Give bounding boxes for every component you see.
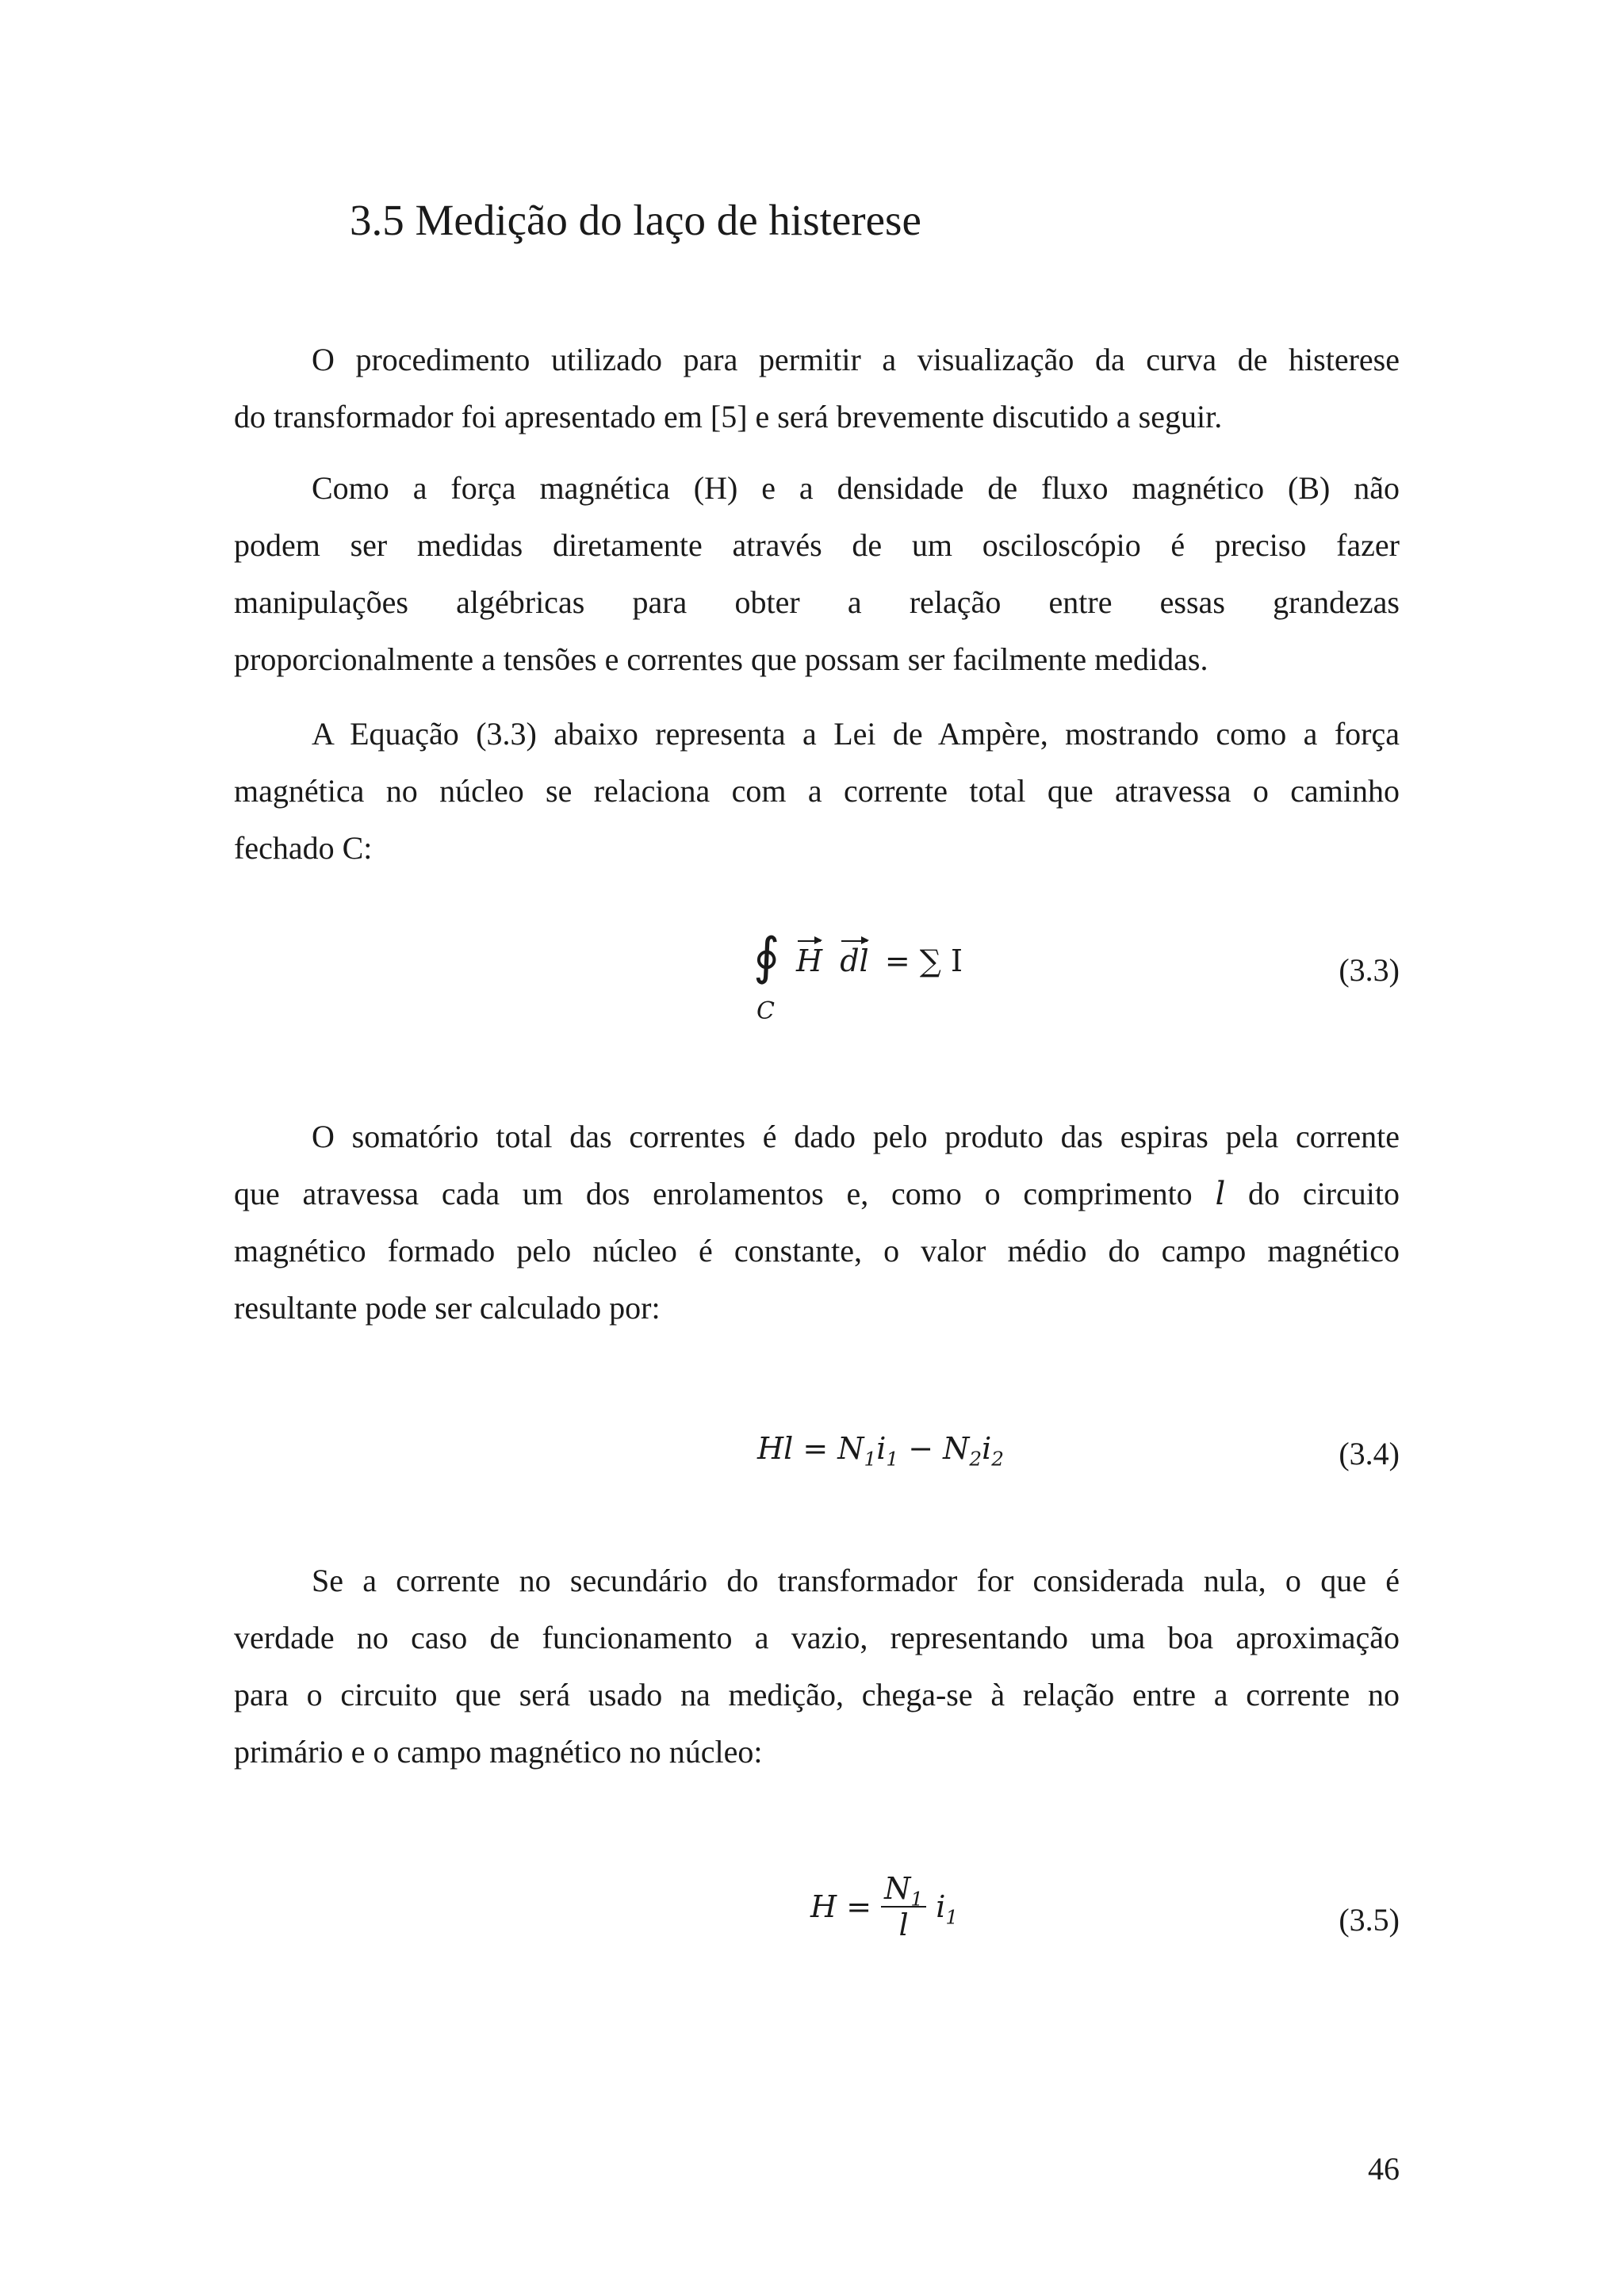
eq-lhs: Hl = <box>757 1431 838 1466</box>
text-line: O procedimento utilizado para permitir a visualização da curva de histerese <box>312 342 1400 377</box>
equation-number: (3.5) <box>1339 1902 1400 1938</box>
vector-dl: dl <box>840 943 869 978</box>
paragraph-1 <box>234 331 1400 446</box>
symbol-i: i <box>876 1431 887 1466</box>
fraction <box>881 1871 926 1942</box>
page-number: 46 <box>1368 2151 1400 2187</box>
contour-label: C <box>756 997 775 1025</box>
text-line: proporcionalmente a tensões e correntes que possam ser facilmente medidas. <box>234 641 1208 677</box>
text-line: magnético formado pelo núcleo é constante, o valor médio do campo magnético <box>234 1233 1400 1269</box>
text-line: O somatório total das correntes é dado pelo produto das espiras pela corrente <box>312 1119 1400 1154</box>
text-line: verdade no caso de funcionamento a vazio, representando uma boa aproximação <box>234 1620 1400 1655</box>
section-heading: 3.5 Medição do laço de histerese <box>350 196 921 244</box>
equation-3-4 <box>757 1431 1004 1471</box>
subscript: 1 <box>886 1447 899 1471</box>
equation-number: (3.3) <box>1339 952 1400 988</box>
minus-sign: − <box>898 1431 944 1466</box>
text-line <box>234 1165 1400 1223</box>
text-line: resultante pode ser calculado por: <box>234 1290 661 1326</box>
subscript: 1 <box>864 1447 877 1471</box>
text-line: Como a força magnética (H) e a densidade de fluxo magnético (B) não <box>312 470 1400 506</box>
symbol-i: $i_1$ <box>936 1889 959 1929</box>
symbol-n: N <box>837 1431 864 1466</box>
text-line: magnética no núcleo se relaciona com a corrente total que atravessa o caminho <box>234 773 1400 809</box>
symbol-n: N <box>884 1871 911 1906</box>
symbol-n: N <box>943 1431 970 1466</box>
equation-number: (3.4) <box>1339 1436 1400 1471</box>
equation-3-5 <box>810 1871 958 1942</box>
subscript: 1 <box>910 1887 924 1911</box>
text-line: fechado C: <box>234 830 373 866</box>
paragraph-2 <box>234 460 1400 688</box>
inline-symbol-l: l <box>1215 1176 1226 1212</box>
text-line: para o circuito que será usado na medição, chega-se à relação entre a corrente no <box>234 1677 1400 1712</box>
text-line: primário e o campo magnético no núcleo: <box>234 1734 763 1770</box>
text-segment: que atravessa cada um dos enrolamentos e, como o comprimento <box>234 1176 1193 1211</box>
equation-3-3 <box>753 928 975 1047</box>
vector-h: H <box>796 943 823 978</box>
paragraph-4 <box>234 1108 1400 1337</box>
equation-rhs: = ∑ I <box>884 943 963 978</box>
symbol-i: i <box>982 1431 992 1466</box>
subscript: 2 <box>969 1447 982 1471</box>
paragraph-3 <box>234 706 1400 877</box>
text-line: podem ser medidas diretamente através de um osciloscópio é preciso fazer <box>234 527 1400 563</box>
eq-lhs: H = <box>810 1889 882 1924</box>
paragraph-5 <box>234 1552 1400 1781</box>
fraction-denominator: l <box>898 1908 909 1942</box>
text-line: Se a corrente no secundário do transformador for considerada nula, o que é <box>312 1563 1400 1598</box>
fraction-numerator <box>881 1871 926 1911</box>
contour-integral-symbol: ∮ <box>753 928 780 986</box>
text-line: A Equação (3.3) abaixo representa a Lei de Ampère, mostrando como a força <box>312 716 1400 752</box>
equation-body <box>796 943 963 978</box>
text-line: manipulações algébricas para obter a relação entre essas grandezas <box>234 584 1400 620</box>
subscript: 2 <box>991 1447 1004 1471</box>
text-line: do transformador foi apresentado em [5] e será brevemente discutido a seguir. <box>234 399 1223 434</box>
text-segment: do circuito <box>1248 1176 1400 1211</box>
subscript: 1 <box>945 1905 959 1929</box>
